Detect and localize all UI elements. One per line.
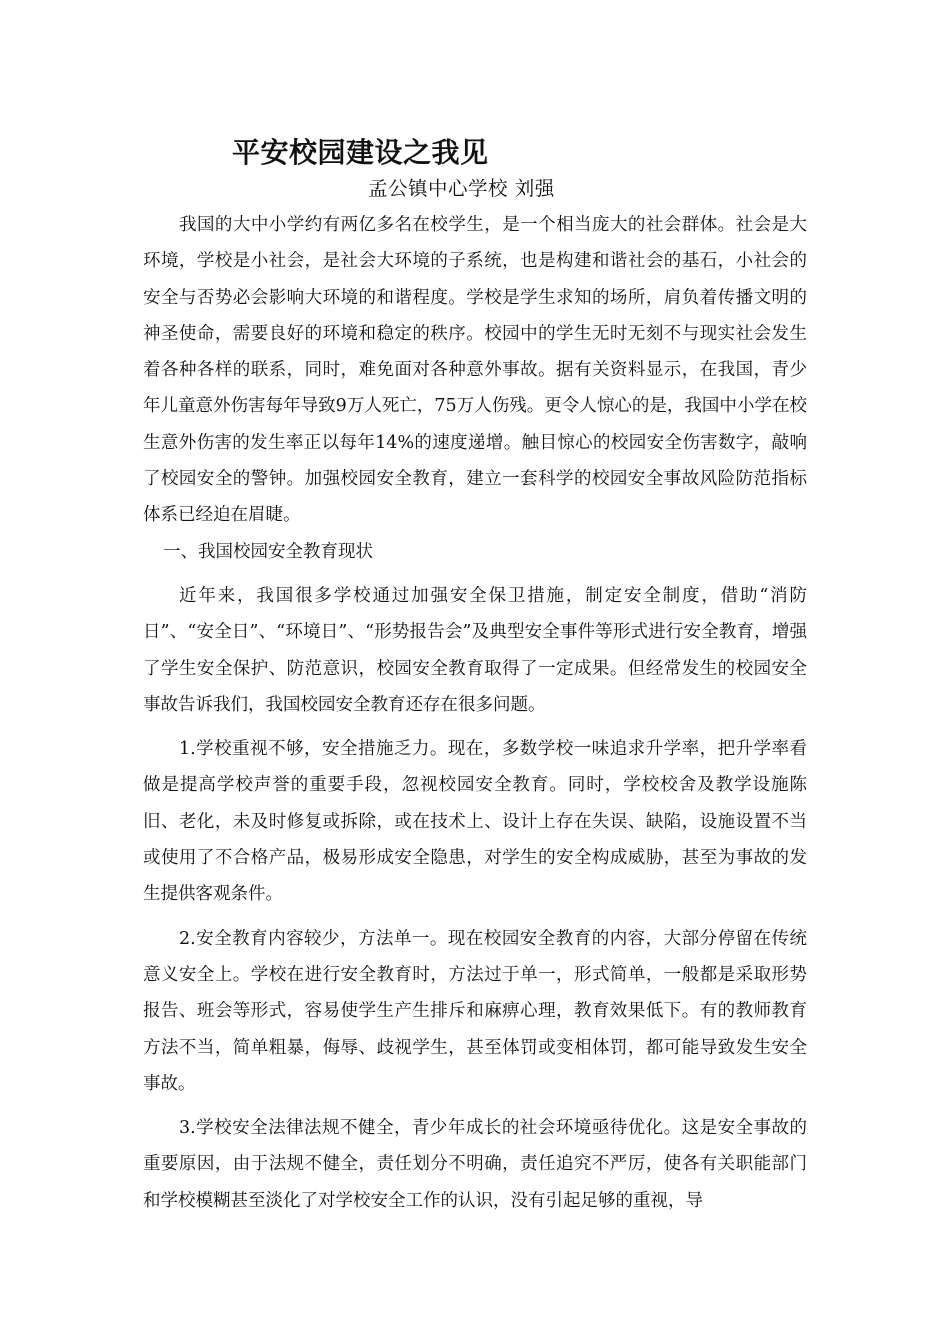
- section-paragraph-point-2: 2.安全教育内容较少，方法单一。现在校园安全教育的内容，大部分停留在传统意义安全上。学校在进行安全教育时，方法过于单一，形式简单，一般都是采取形势报告、班会等形式，容易使学生产生排斥和麻痹心理，教育效果低下。有的教师教育方法不当，简单粗暴，侮辱、歧视学生，甚至体罚或变相体罚，都可能导致发生安全事故。: [143, 928, 807, 1094]
- document-body: [143, 207, 807, 1219]
- document-title: 平安校园建设之我见: [232, 136, 489, 169]
- intro-paragraph: 我国的大中小学约有两亿多名在校学生，是一个相当庞大的社会群体。社会是大环境，学校是小社会，是社会大环境的子系统，也是构建和谐社会的基石，小社会的安全与否势必会影响大环境的和谐程度。学校是学生求知的场所，肩负着传播文明的神圣使命，需要良好的环境和稳定的秩序。校园中的学生无时无刻不与现实社会发生着各种各样的联系，同时，难免面对各种意外事故。据有关资料显示，在我国，青少年儿童意外伤害每年导致9万人死亡，75万人伤残。更令人惊心的是，我国中小学在校生意外伤害的发生率正以每年14%的速度递增。触目惊心的校园安全伤害数字，敲响了校园安全的警钟。加强校园安全教育，建立一套科学的校园安全事故风险防范指标体系已经迫在眉睫。: [143, 215, 807, 526]
- section-paragraph-point-3: 3.学校安全法律法规不健全，青少年成长的社会环境亟待优化。这是安全事故的重要原因，由于法规不健全，责任划分不明确，责任追究不严厉，使各有关职能部门和学校模糊甚至淡化了对学校安全工作的认识，没有引起足够的重视，导: [143, 1118, 807, 1211]
- author-line: 孟公镇中心学校 刘强: [368, 177, 555, 200]
- section-paragraph-intro: 近年来，我国很多学校通过加强安全保卫措施，制定安全制度，借助“消防日”、“安全日”、“环境日”、“形势报告会”及典型安全事件等形式进行安全教育，增强了学生安全保护、防范意识，校园安全教育取得了一定成果。但经常发生的校园安全事故告诉我们，我国校园安全教育还存在很多问题。: [143, 585, 807, 715]
- section-heading: 一、我国校园安全教育现状: [163, 541, 373, 562]
- section-paragraph-point-1: 1.学校重视不够，安全措施乏力。现在，多数学校一味追求升学率，把升学率看做是提高学校声誉的重要手段，忽视校园安全教育。同时，学校校舍及教学设施陈旧、老化，未及时修复或拆除，或在技术上、设计上存在失误、缺陷，设施设置不当或使用了不合格产品，极易形成安全隐患，对学生的安全构成威胁，甚至为事故的发生提供客观条件。: [143, 739, 807, 905]
